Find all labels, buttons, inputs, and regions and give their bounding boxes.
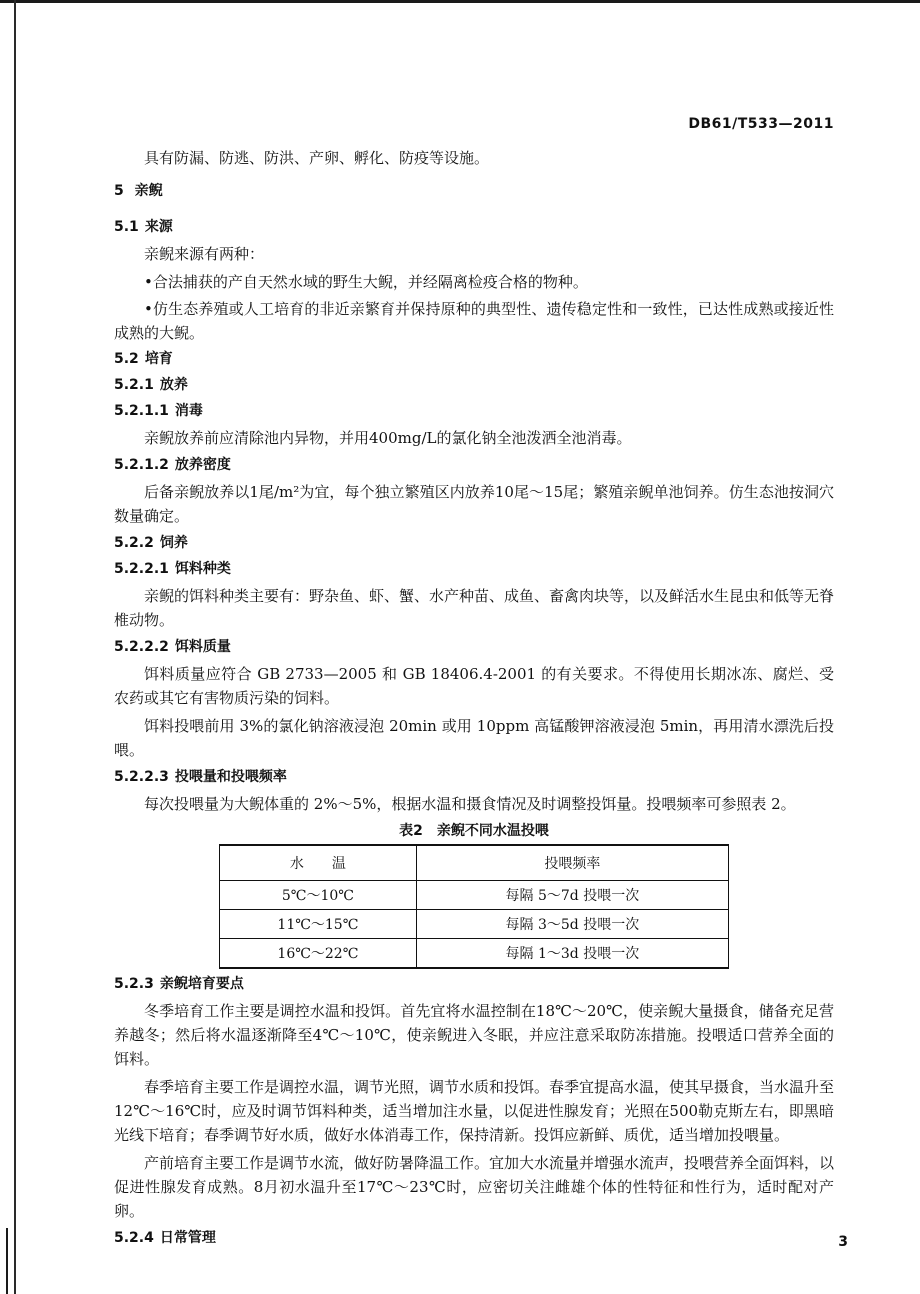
- section-5-heading: [114, 180, 834, 202]
- feeding-amount-paragraph: 每次投喂量为大鲵体重的 2%～5%，根据水温和摄食情况及时调整投饵量。投喂频率可参照表 2。: [144, 795, 796, 813]
- source-bullet-2: •仿生态养殖或人工培育的非近亲繁育并保持原种的典型性、遗传稳定性和一致性，已达性成熟或接近性成熟的大鲵。: [114, 300, 834, 342]
- section-title: 培育: [144, 351, 173, 367]
- section-title: 来源: [144, 219, 173, 235]
- section-number: 5.2.2.2: [114, 639, 169, 655]
- winter-breeding-paragraph: 冬季培育工作主要是调控水温和投饵。首先宜将水温控制在18℃～20℃，使亲鲵大量摄食，储备充足营养越冬；然后将水温逐渐降至4℃～10℃，使亲鲵进入冬眠，并应注意采取防冻措施。投喂适口营养全面的饵料。: [114, 1002, 834, 1068]
- scan-edge-left: [14, 0, 16, 1294]
- section-5-2-2-heading: [114, 532, 834, 554]
- section-title: 亲鲵: [134, 183, 163, 199]
- section-5-2-3-heading: [114, 973, 834, 995]
- feed-quality-paragraph-1: 饵料质量应符合 GB 2733—2005 和 GB 18406.4-2001 的有关要求。不得使用长期冰冻、腐烂、受农药或其它有害物质污染的饲料。: [114, 665, 834, 707]
- spring-breeding-paragraph: 春季培育主要工作是调控水温，调节光照，调节水质和投饵。春季宜提高水温，使其早摄食，当水温升至12℃～16℃时，应及时调节饵料种类，适当增加注水量，以促进性腺发育；光照在500勒克斯左右，即黑暗光线下培育；春季调节好水质，做好水体消毒工作，保持清新。投饵应新鲜、质优，适当增加投喂量。: [114, 1078, 835, 1144]
- section-5-1-heading: [114, 216, 834, 238]
- table-row: [220, 939, 729, 969]
- section-5-2-2-3-heading: [114, 766, 834, 788]
- table-header-row: [220, 845, 729, 881]
- section-number: 5.2.1.2: [114, 457, 169, 473]
- table-row: [220, 881, 729, 910]
- cell-temperature: 5℃～10℃: [220, 881, 417, 910]
- section-number: 5.2.2: [114, 535, 154, 551]
- prespawn-breeding-paragraph: 产前培育主要工作是调节水流，做好防暑降温工作。宜加大水流量并增强水流声，投喂营养全面饵料，以促进性腺发育成熟。8月初水温升至17℃～23℃时，应密切关注雌雄个体的性特征和性行为，适时配对产卵。: [114, 1154, 835, 1220]
- section-title: 饵料质量: [174, 639, 231, 655]
- source-bullet-1: •合法捕获的产自天然水域的野生大鲵，并经隔离检疫合格的物种。: [144, 273, 588, 291]
- section-5-2-1-heading: [114, 374, 834, 396]
- section-title: 亲鲵培育要点: [159, 976, 244, 992]
- section-title: 日常管理: [159, 1230, 216, 1246]
- source-lead: 亲鲵来源有两种：: [144, 245, 265, 263]
- section-5-2-heading: [114, 348, 834, 370]
- cell-temperature: 11℃～15℃: [220, 910, 417, 939]
- table-2-caption: 表2 亲鲵不同水温投喂: [399, 823, 549, 839]
- section-number: 5.2.2.3: [114, 769, 169, 785]
- section-number: 5.2.4: [114, 1230, 154, 1246]
- section-title: 投喂量和投喂频率: [174, 769, 287, 785]
- section-5-2-1-2-heading: [114, 454, 834, 476]
- section-5-2-4-heading: [114, 1227, 834, 1249]
- disinfection-paragraph: 亲鲵放养前应清除池内异物，并用400mg/L的氯化钠全池泼洒全池消毒。: [144, 429, 632, 447]
- header-water-temperature: 水 温: [220, 845, 417, 881]
- page-content: [114, 146, 834, 1253]
- cell-frequency: 每隔 1～3d 投喂一次: [416, 939, 728, 969]
- section-title: 饵料种类: [174, 561, 231, 577]
- section-number: 5: [114, 183, 124, 199]
- section-number: 5.2.1.1: [114, 403, 169, 419]
- section-title: 消毒: [174, 403, 203, 419]
- section-number: 5.2.3: [114, 976, 154, 992]
- cell-temperature: 16℃～22℃: [220, 939, 417, 969]
- intro-paragraph: 具有防漏、防逃、防洪、产卵、孵化、防疫等设施。: [144, 149, 490, 167]
- section-5-2-2-2-heading: [114, 636, 834, 658]
- cell-frequency: 每隔 3～5d 投喂一次: [416, 910, 728, 939]
- scan-edge-left-mark: [6, 1228, 8, 1294]
- stocking-density-paragraph: 后备亲鲵放养以1尾/m²为宜，每个独立繁殖区内放养10尾～15尾；繁殖亲鲵单池饲养。仿生态池按洞穴数量确定。: [114, 483, 834, 525]
- table-row: [220, 910, 729, 939]
- section-title: 饲养: [159, 535, 188, 551]
- header-feeding-frequency: 投喂频率: [416, 845, 728, 881]
- page-number: 3: [838, 1234, 848, 1250]
- section-number: 5.2.2.1: [114, 561, 169, 577]
- feed-types-paragraph: 亲鲵的饵料种类主要有：野杂鱼、虾、蟹、水产种苗、成鱼、畜禽肉块等，以及鲜活水生昆虫和低等无脊椎动物。: [114, 587, 835, 629]
- section-number: 5.2: [114, 351, 139, 367]
- section-title: 放养密度: [174, 457, 231, 473]
- table-2: [219, 844, 729, 969]
- section-5-2-2-1-heading: [114, 558, 834, 580]
- cell-frequency: 每隔 5～7d 投喂一次: [416, 881, 728, 910]
- section-5-2-1-1-heading: [114, 400, 834, 422]
- section-number: 5.2.1: [114, 377, 154, 393]
- scan-edge-top: [0, 0, 920, 3]
- section-number: 5.1: [114, 219, 139, 235]
- feed-quality-paragraph-2: 饵料投喂前用 3%的氯化钠溶液浸泡 20min 或用 10ppm 高锰酸钾溶液浸泡 5min，再用清水漂洗后投喂。: [114, 717, 834, 759]
- document-code: DB61/T533—2011: [688, 116, 834, 132]
- section-title: 放养: [159, 377, 188, 393]
